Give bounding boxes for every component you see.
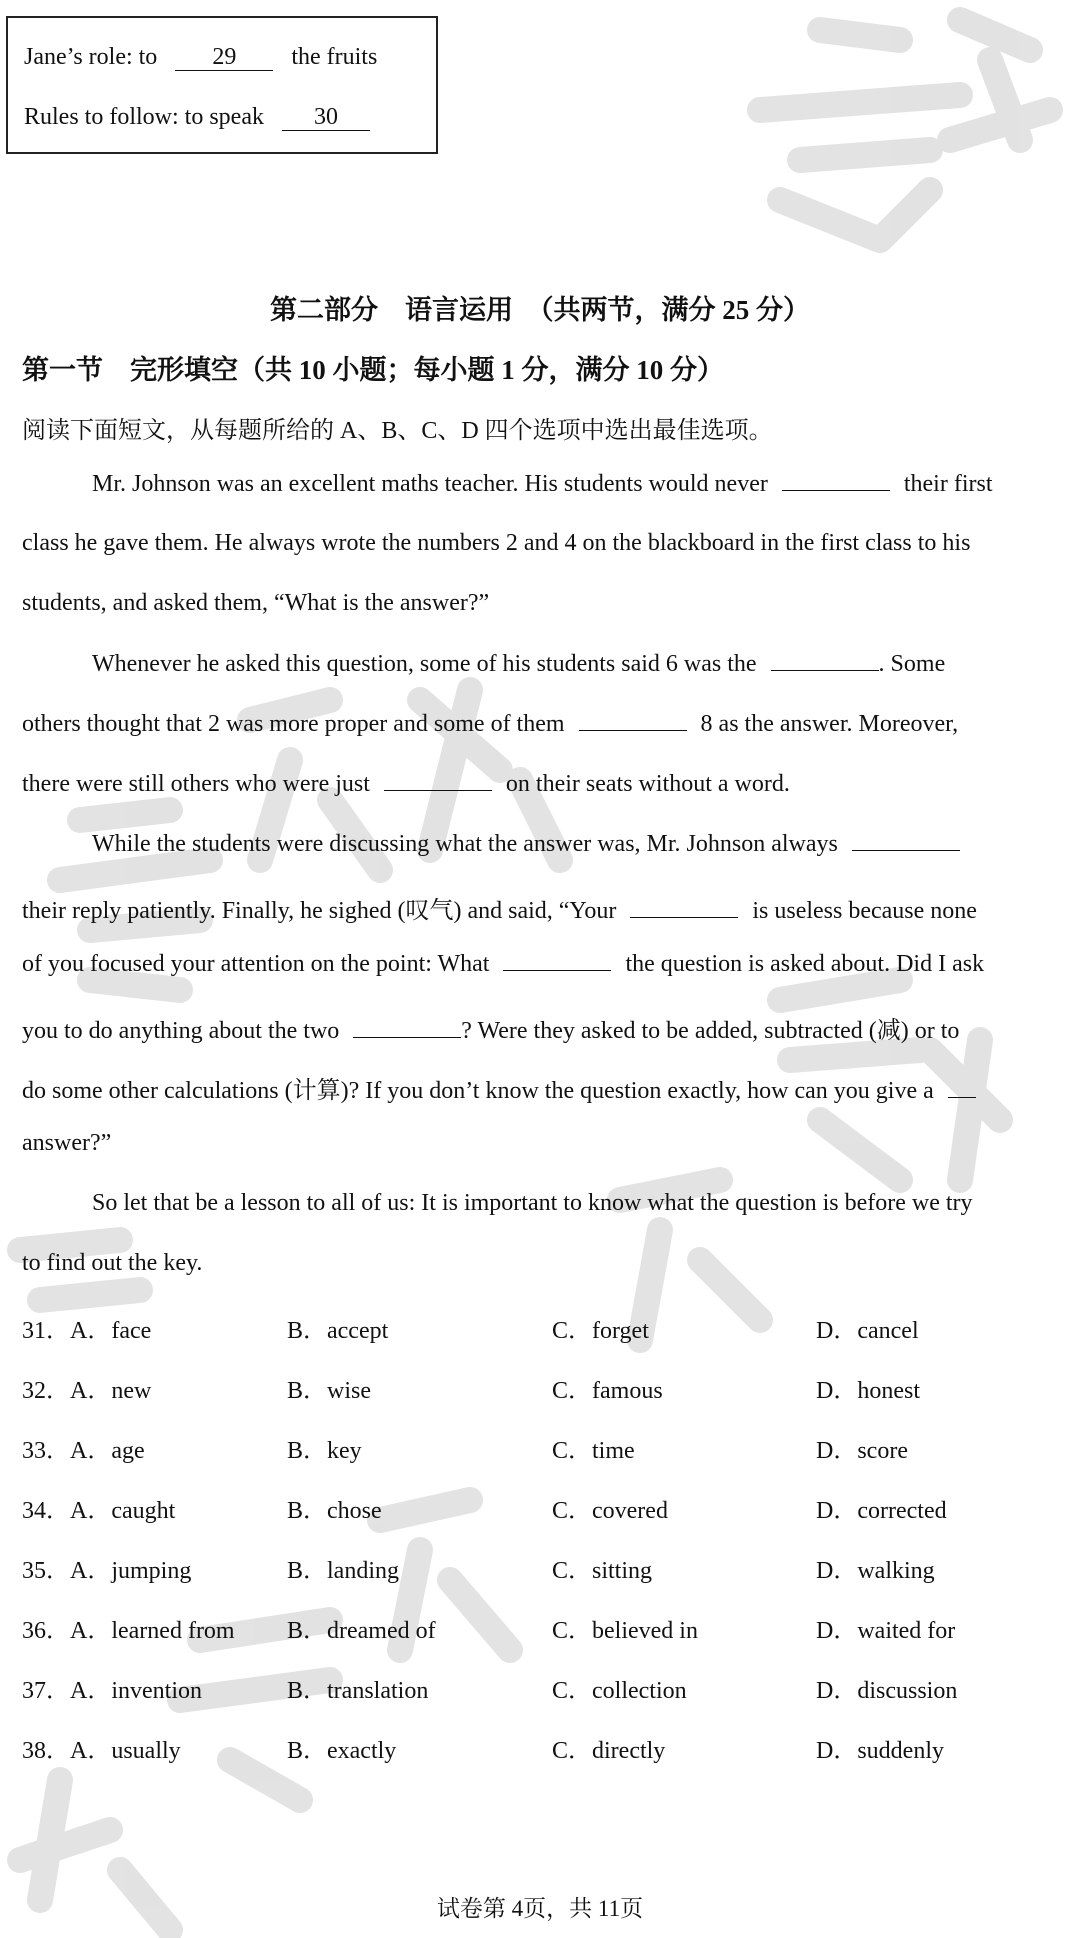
- option-c[interactable]: C．directly: [552, 1738, 666, 1764]
- option-d[interactable]: D．waited for: [816, 1618, 956, 1644]
- page-footer: 试卷第 4页，共 11页: [436, 1896, 644, 1921]
- answer-box: [6, 16, 438, 154]
- passage-line: class he gave them. He always wrote the numbers 2 and 4 on the blackboard in the first class to his: [22, 530, 971, 556]
- option-c[interactable]: C．covered: [552, 1498, 668, 1524]
- option-a[interactable]: A．caught: [70, 1498, 176, 1524]
- passage-line: Mr. Johnson was an excellent maths teacher. His students would never their first: [92, 471, 993, 497]
- passage-line: there were still others who were just on their seats without a word.: [22, 771, 790, 797]
- passage-line: do some other calculations (计算)? If you don’t know the question exactly, how can you give a: [22, 1070, 1076, 1105]
- question-34: 34．A．caught: [22, 1498, 176, 1524]
- question-37: 37．A．invention: [22, 1678, 202, 1704]
- option-a[interactable]: A．new: [70, 1378, 152, 1404]
- blank-31: [782, 470, 890, 491]
- option-d[interactable]: D．corrected: [816, 1498, 947, 1524]
- role-prefix: Jane’s role: to: [24, 44, 158, 70]
- passage-line: So let that be a lesson to all of us: It is important to know what the question is before we try: [92, 1190, 973, 1216]
- passage-line: their reply patiently. Finally, he sighed (叹气) and said, “Your is useless because none: [22, 898, 977, 924]
- option-d[interactable]: D．cancel: [816, 1318, 919, 1344]
- blank-39: [948, 1077, 976, 1098]
- blank-35: [852, 830, 960, 851]
- option-c[interactable]: C．forget: [552, 1318, 649, 1344]
- option-a[interactable]: A．face: [70, 1318, 152, 1344]
- passage-line: to find out the key.: [22, 1250, 203, 1276]
- option-c[interactable]: C．famous: [552, 1378, 663, 1404]
- blank-29: 29: [175, 44, 273, 71]
- option-b[interactable]: B．key: [287, 1438, 362, 1464]
- role-suffix: the fruits: [291, 44, 378, 70]
- question-32: 32．A．new: [22, 1378, 152, 1404]
- passage-line: Whenever he asked this question, some of his students said 6 was the . Some: [92, 651, 946, 677]
- option-a[interactable]: A．jumping: [70, 1558, 192, 1584]
- option-d[interactable]: D．discussion: [816, 1678, 958, 1704]
- option-d[interactable]: D．suddenly: [816, 1738, 944, 1764]
- question-36: 36．A．learned from: [22, 1618, 235, 1644]
- blank-33: [579, 710, 687, 731]
- instruction: 阅读下面短文，从每题所给的 A、B、C、D 四个选项中选出最佳选项。: [22, 418, 773, 444]
- blank-37: [503, 950, 611, 971]
- blank-34: [384, 770, 492, 791]
- blank-38: [353, 1017, 461, 1038]
- option-d[interactable]: D．score: [816, 1438, 908, 1464]
- box-line-rules: [24, 104, 370, 131]
- option-a[interactable]: A．age: [70, 1438, 145, 1464]
- option-b[interactable]: B．wise: [287, 1378, 371, 1404]
- option-b[interactable]: B．translation: [287, 1678, 429, 1704]
- option-c[interactable]: C．collection: [552, 1678, 687, 1704]
- question-31: 31．A．face: [22, 1318, 152, 1344]
- option-b[interactable]: B．exactly: [287, 1738, 397, 1764]
- question-38: 38．A．usually: [22, 1738, 181, 1764]
- passage-line: others thought that 2 was more proper and some of them 8 as the answer. Moreover,: [22, 711, 959, 737]
- passage-line: students, and asked them, “What is the answer?”: [22, 590, 490, 616]
- passage-line: While the students were discussing what the answer was, Mr. Johnson always: [92, 830, 1076, 858]
- passage-line: of you focused your attention on the point: What the question is asked about. Did I ask: [22, 951, 985, 977]
- part-heading: 第二部分 语言运用 （共两节，满分 25 分）: [270, 295, 810, 325]
- option-a[interactable]: A．learned from: [70, 1618, 235, 1644]
- option-c[interactable]: C．time: [552, 1438, 635, 1464]
- section-heading: 第一节 完形填空（共 10 小题；每小题 1 分，满分 10 分）: [22, 355, 724, 385]
- passage-line: you to do anything about the two ? Were they asked to be added, subtracted (减) or to: [22, 1018, 960, 1044]
- blank-30: 30: [282, 104, 370, 131]
- blank-32: [771, 650, 879, 671]
- passage-line: answer?”: [22, 1130, 112, 1156]
- option-a[interactable]: A．invention: [70, 1678, 202, 1704]
- option-d[interactable]: D．walking: [816, 1558, 935, 1584]
- rules-prefix: Rules to follow: to speak: [24, 104, 264, 130]
- question-33: 33．A．age: [22, 1438, 145, 1464]
- box-line-role: [24, 44, 377, 71]
- option-d[interactable]: D．honest: [816, 1378, 920, 1404]
- option-c[interactable]: C．believed in: [552, 1618, 698, 1644]
- option-b[interactable]: B．landing: [287, 1558, 399, 1584]
- option-b[interactable]: B．dreamed of: [287, 1618, 436, 1644]
- option-a[interactable]: A．usually: [70, 1738, 181, 1764]
- question-35: 35．A．jumping: [22, 1558, 192, 1584]
- option-b[interactable]: B．chose: [287, 1498, 382, 1524]
- option-c[interactable]: C．sitting: [552, 1558, 653, 1584]
- option-b[interactable]: B．accept: [287, 1318, 389, 1344]
- blank-36: [630, 897, 738, 918]
